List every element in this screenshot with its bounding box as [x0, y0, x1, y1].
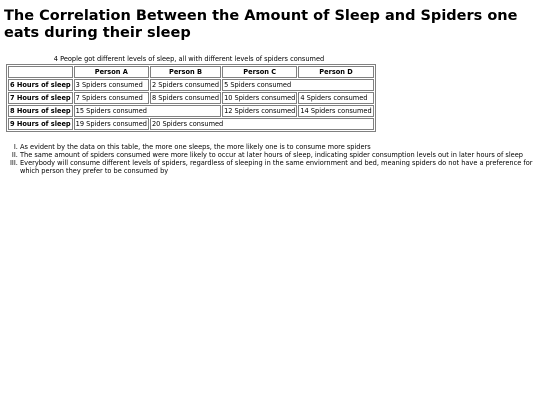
header-corner	[8, 66, 73, 78]
table-cell: 2 Spiders consumed	[151, 81, 220, 89]
header-person-c: Person C	[222, 66, 297, 78]
table-cell: 7 Spiders consumed	[74, 92, 149, 104]
row-label: 8 Hours of sleep	[10, 107, 71, 115]
document-page	[0, 0, 540, 175]
table-cell: 12 Spiders consumed	[224, 107, 296, 115]
header-person-b: Person B	[150, 66, 221, 78]
page-title: The Correlation Between the Amount of Sleep and Spiders one eats during their sleep	[4, 8, 518, 41]
table-cell: 3 Spiders consumed	[74, 79, 149, 91]
row-label: 9 Hours of sleep	[10, 120, 71, 128]
list-item: II. The same amount of spiders consumed were more likely to occur at later hours of sleep, indicating spider consumption levels out in later hours of sleep	[20, 151, 538, 159]
table-caption: 4 People got different levels of sleep, all with different levels of spiders consumed	[53, 55, 325, 63]
row-label: 7 Hours of sleep	[10, 94, 71, 102]
sleep-spider-table	[6, 64, 376, 132]
table-cell: 19 Spiders consumed	[75, 120, 147, 128]
conclusions-list	[4, 143, 538, 175]
table-cell: 5 Spiders consumed	[222, 79, 374, 91]
row-label: 6 Hours of sleep	[10, 81, 71, 89]
table-cell: 4 Spiders consumed	[298, 92, 373, 104]
table-row	[8, 105, 374, 117]
table-cell: 14 Spiders consumed	[300, 107, 372, 115]
table-row	[8, 92, 374, 104]
header-person-a: Person A	[74, 66, 149, 78]
list-item: III. Everybody will consume different levels of spiders, regardless of sleeping in the same enviornment and bed, meaning spiders do not have a preference for which person they prefer to be consumed by	[20, 159, 538, 175]
table-cell: 20 Spiders consumed	[150, 118, 374, 130]
header-person-d: Person D	[298, 66, 373, 78]
table-cell: 10 Spiders consumed	[224, 94, 296, 102]
table-row	[8, 118, 374, 130]
table-cell: 15 Spiders consumed	[74, 105, 221, 117]
table-row	[8, 79, 374, 91]
table-cell: 8 Spiders consumed	[151, 94, 220, 102]
list-item: I. As evident by the data on this table, the more one sleeps, the more likely one is to consume more spiders	[20, 143, 538, 151]
table-header-row	[8, 66, 374, 78]
